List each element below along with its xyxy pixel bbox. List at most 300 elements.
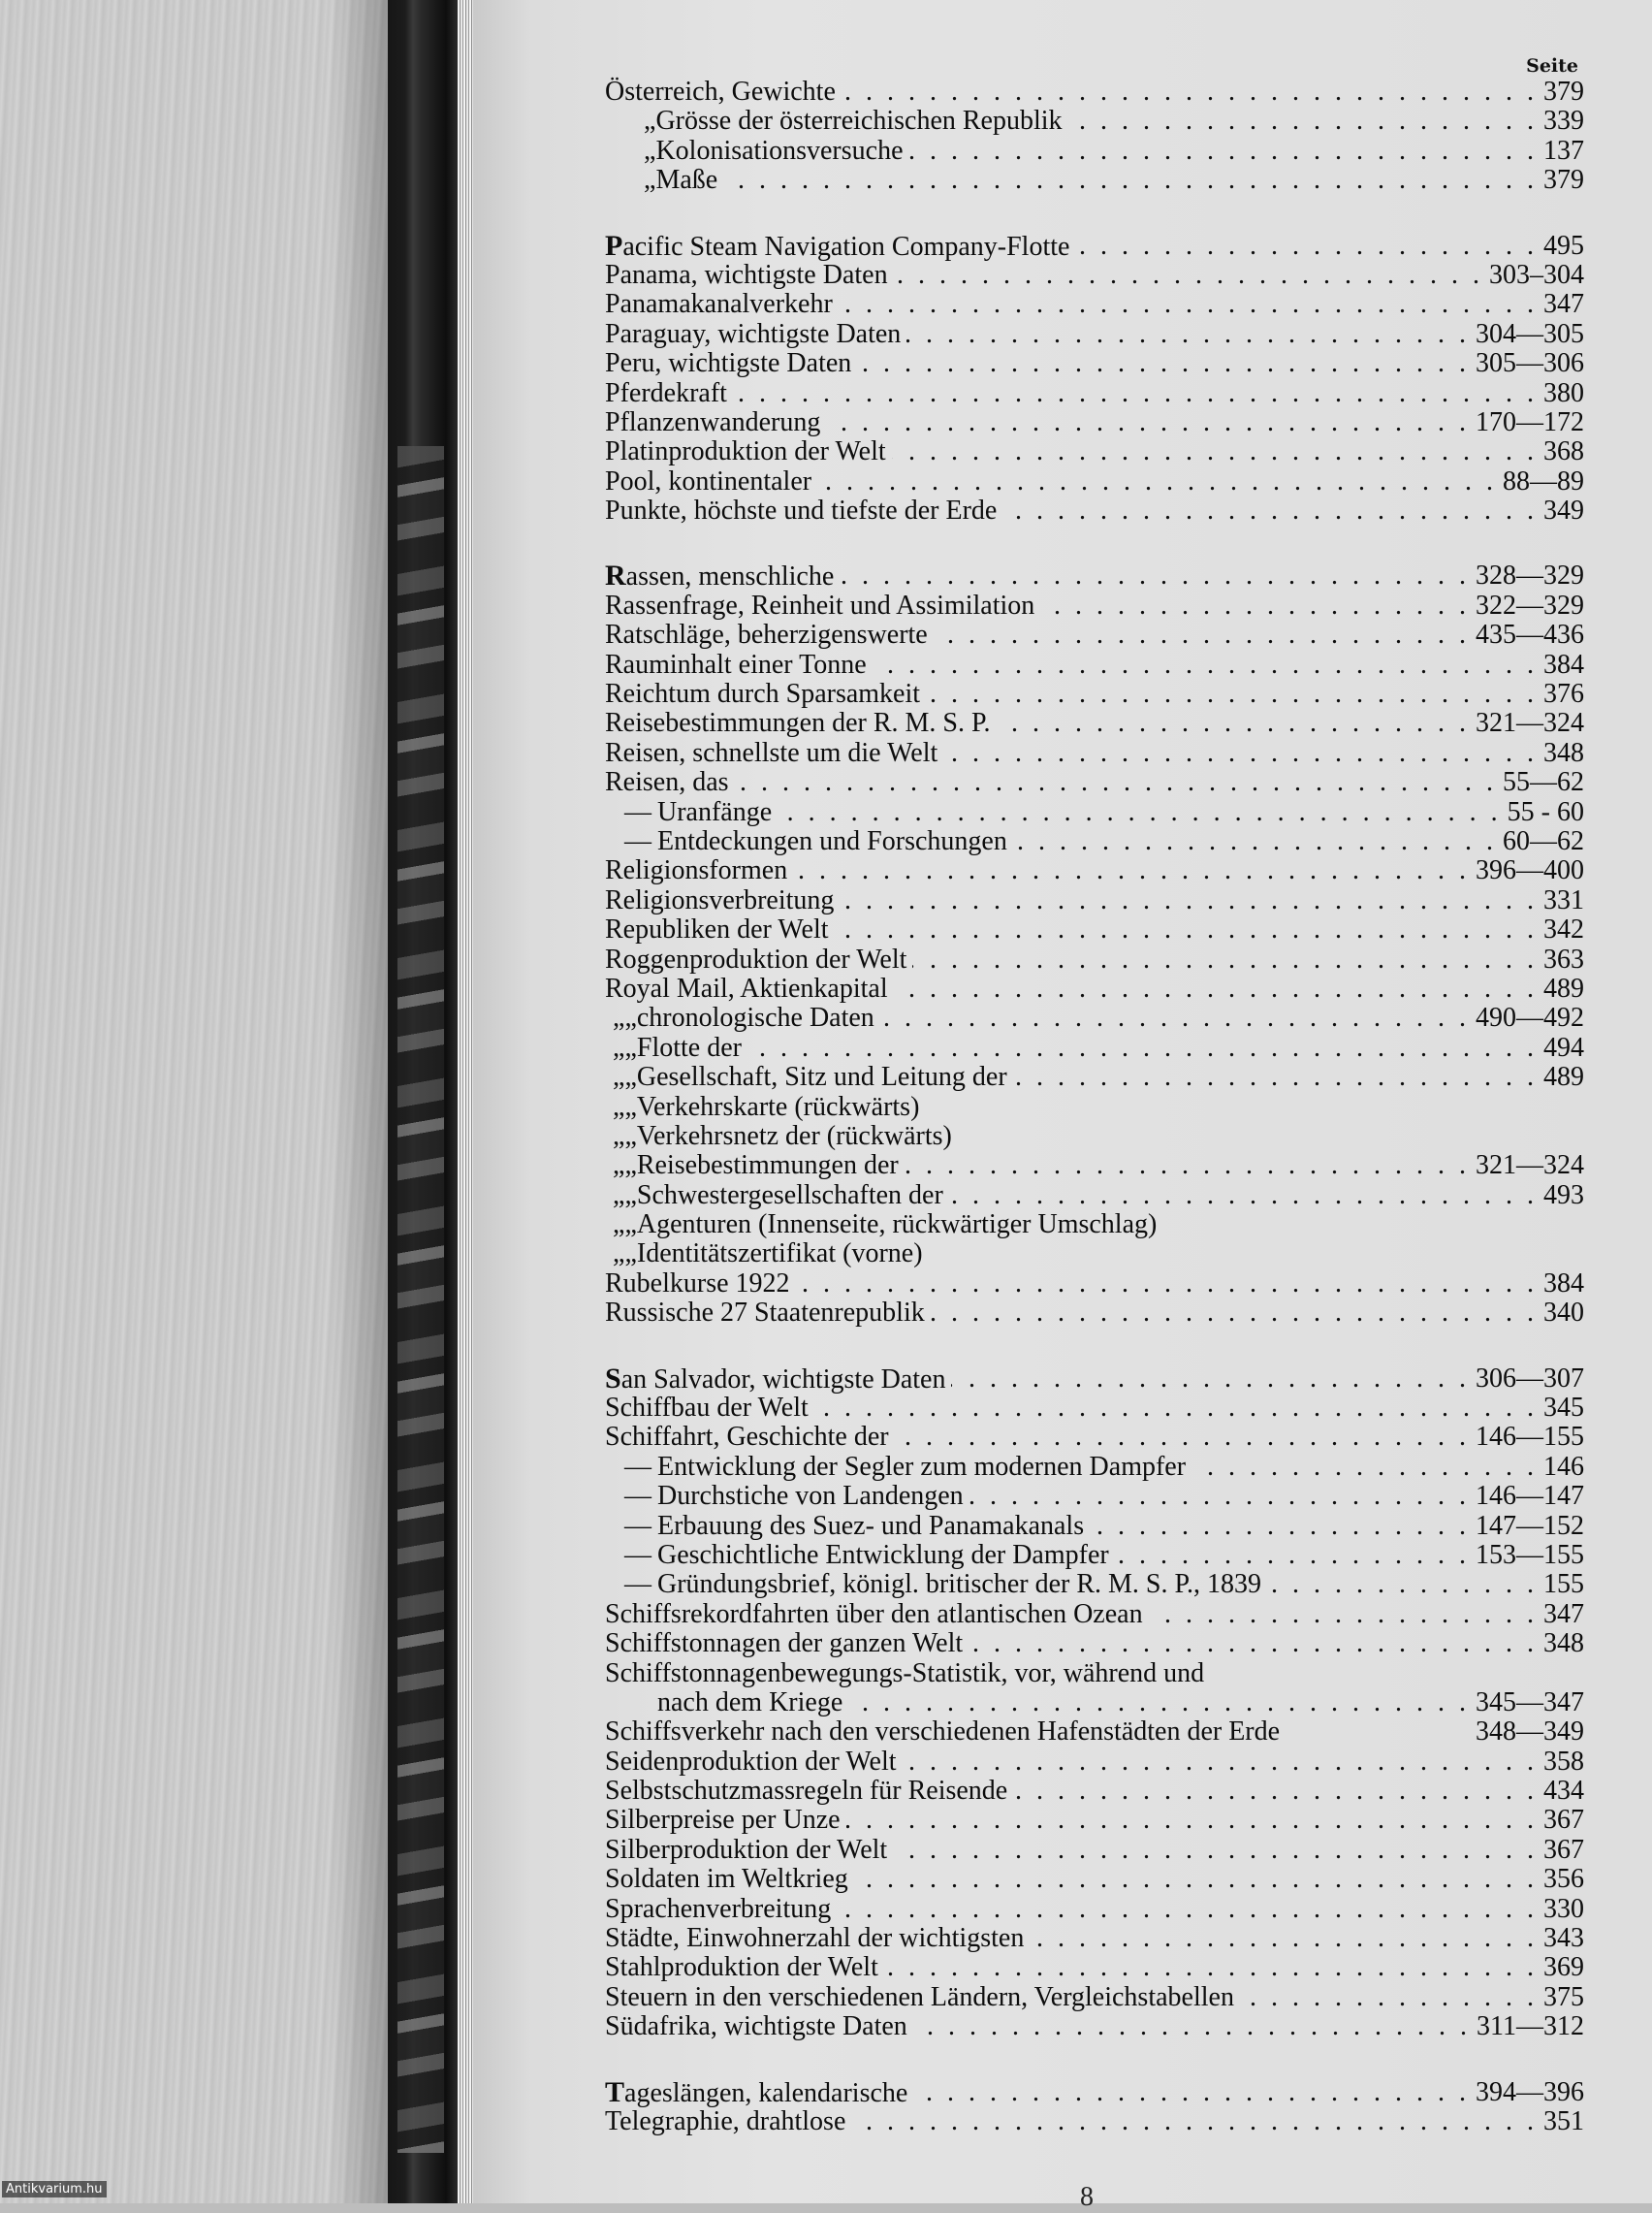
- entry-label: [605, 1865, 848, 1894]
- index-entry: [605, 1570, 1584, 1599]
- index-entry: [605, 886, 1584, 915]
- page-reference: 60—62: [1503, 825, 1584, 856]
- index-entry: [605, 1151, 1584, 1180]
- dot-leader: [1240, 1983, 1538, 2012]
- entry-text: Entdeckungen und Forschungen: [657, 825, 1007, 856]
- left-page: [0, 0, 388, 2203]
- dot-leader: [903, 1748, 1538, 1777]
- index-entries: [605, 78, 1584, 2136]
- index-entry: [605, 856, 1584, 885]
- entry-label: [605, 1210, 1157, 1239]
- entry-text: Panamakanalverkehr: [605, 289, 833, 320]
- page-reference: 363: [1543, 944, 1584, 975]
- entry-label: [605, 229, 1070, 262]
- page-reference: 369: [1543, 1952, 1584, 1983]
- index-entry: [605, 467, 1584, 497]
- dot-leader: [1115, 1541, 1470, 1570]
- index-entry: [605, 1983, 1584, 2012]
- entry-text: Republiken der Welt: [605, 914, 829, 946]
- dot-leader: [1013, 1063, 1538, 1092]
- index-entry: [605, 1239, 1584, 1268]
- page-reference: 396—400: [1476, 855, 1584, 886]
- entry-label: [605, 349, 851, 378]
- entry-text: Schiffbau der Welt: [605, 1393, 809, 1424]
- entry-label: [605, 1924, 1024, 1953]
- entry-label: [605, 1748, 897, 1777]
- entry-label: [605, 1034, 742, 1063]
- entry-text: Uranfänge: [657, 796, 773, 827]
- ditto-mark: „: [644, 135, 656, 166]
- entry-label: [605, 320, 901, 349]
- page-reference: 304—305: [1476, 318, 1584, 349]
- entry-label: [605, 1151, 899, 1180]
- entry-text: Identitätszertifikat (vorne): [636, 1238, 923, 1269]
- entry-label: [605, 1541, 1109, 1570]
- index-entry: [605, 1600, 1584, 1629]
- entry-text: Rassenfrage, Reinheit und Assimilation: [605, 590, 1035, 621]
- ditto-mark: „: [613, 1062, 625, 1093]
- entry-label: [605, 1299, 925, 1328]
- page-reference: 356: [1543, 1864, 1584, 1895]
- entry-text: Agenturen (Innenseite, rückwärtiger Umschlag): [636, 1209, 1158, 1240]
- dot-leader: [735, 768, 1497, 797]
- page-reference: 146—147: [1476, 1481, 1584, 1512]
- index-entry: [605, 1210, 1584, 1239]
- index-entry: [605, 1122, 1584, 1151]
- dot-leader: [842, 78, 1538, 107]
- page-number: 8: [1080, 2182, 1094, 2212]
- dot-leader: [723, 166, 1538, 195]
- dot-leader: [835, 915, 1538, 945]
- page-reference: 384: [1543, 1267, 1584, 1299]
- index-entry: [605, 229, 1584, 262]
- entry-label: [605, 739, 937, 768]
- page-reference: 367: [1543, 1834, 1584, 1865]
- dot-leader: [892, 437, 1538, 466]
- entry-text: Maße: [655, 165, 718, 196]
- entry-label: [605, 1453, 1186, 1482]
- dot-leader: [778, 798, 1502, 827]
- index-entry: [605, 651, 1584, 680]
- section-initial: S: [605, 1362, 621, 1395]
- index-entry: [605, 1512, 1584, 1541]
- dot-leader: [1040, 592, 1470, 621]
- index-entry: [605, 1269, 1584, 1299]
- entry-label: [605, 1122, 952, 1151]
- index-entry: [605, 497, 1584, 526]
- dot-leader: [1191, 1453, 1538, 1482]
- entry-label: [605, 379, 727, 408]
- entry-label: [605, 1482, 964, 1511]
- entry-text: Durchstiche von Landengen: [657, 1481, 964, 1512]
- page-reference: 358: [1543, 1746, 1584, 1777]
- page-reference: 490—492: [1476, 1003, 1584, 1034]
- page-edges: [458, 0, 473, 2203]
- entry-text: Religionsformen: [605, 855, 788, 886]
- entry-text: Platinproduktion der Welt: [605, 436, 886, 467]
- index-entry: [605, 1299, 1584, 1328]
- sub-entry-dash: —: [624, 825, 651, 856]
- page-reference: 339: [1543, 106, 1584, 137]
- index-entry: [605, 349, 1584, 378]
- entry-label: [605, 915, 829, 945]
- entry-label: [605, 1717, 1280, 1747]
- page-reference: 489: [1543, 1062, 1584, 1093]
- index-entry: [605, 1953, 1584, 1982]
- index-entry: [605, 827, 1584, 856]
- dot-leader: [840, 886, 1538, 915]
- entry-label: [605, 1983, 1234, 2012]
- index-entry: [605, 408, 1584, 437]
- entry-text: Verkehrskarte (rückwärts): [636, 1091, 920, 1122]
- entry-label: [605, 1629, 963, 1658]
- entry-label: [605, 592, 1034, 621]
- entry-label: [605, 946, 906, 975]
- entry-text: Roggenproduktion der Welt: [605, 944, 907, 975]
- entry-label: [605, 1004, 874, 1033]
- ditto-mark: „: [624, 1003, 637, 1034]
- index-entry: [605, 290, 1584, 319]
- entry-text: Südafrika, wichtigste Daten: [605, 2011, 907, 2042]
- index-entry: [605, 1004, 1584, 1033]
- index-entry: [605, 2107, 1584, 2136]
- page-reference: 348: [1543, 737, 1584, 768]
- dot-leader: [913, 2078, 1470, 2107]
- index-entry: [605, 798, 1584, 827]
- entry-text: Religionsverbreitung: [605, 884, 835, 915]
- entry-text: Silberproduktion der Welt: [605, 1834, 888, 1865]
- page-reference: 345: [1543, 1393, 1584, 1424]
- entry-label: [605, 1364, 945, 1394]
- dot-leader: [1030, 1924, 1538, 1953]
- page-reference: 489: [1543, 973, 1584, 1004]
- entry-text: Pferdekraft: [605, 377, 727, 408]
- dot-leader: [854, 1865, 1538, 1894]
- entry-label: [605, 1777, 1007, 1806]
- dot-leader: [1013, 827, 1497, 856]
- entry-text: Seidenproduktion der Welt: [605, 1746, 897, 1777]
- index-entry: [605, 379, 1584, 408]
- page-reference: 348: [1543, 1628, 1584, 1659]
- entry-label: [605, 137, 904, 166]
- dot-leader: [893, 1836, 1538, 1865]
- entry-label: [605, 709, 990, 738]
- ditto-mark: „: [613, 1003, 625, 1034]
- entry-label: [605, 768, 729, 797]
- page-reference: 88—89: [1503, 465, 1584, 497]
- page-reference: 367: [1543, 1805, 1584, 1836]
- entry-text: chronologische Daten: [636, 1003, 874, 1034]
- spine-marbling: [397, 446, 444, 2153]
- page-reference: 368: [1543, 436, 1584, 467]
- dot-leader: [873, 651, 1538, 680]
- page-reference: 170—172: [1476, 406, 1584, 437]
- entry-text: Rubelkurse 1922: [605, 1267, 790, 1299]
- dot-leader: [912, 946, 1538, 975]
- page-reference: 347: [1543, 289, 1584, 320]
- dot-leader: [814, 1394, 1538, 1423]
- entry-text: Gesellschaft, Sitz und Leitung der: [636, 1062, 1007, 1093]
- dot-leader: [848, 1688, 1470, 1717]
- page-reference: 348—349: [1476, 1716, 1584, 1748]
- index-entry: [605, 1777, 1584, 1806]
- entry-text: acific Steam Navigation Company-Flotte: [622, 231, 1070, 262]
- ditto-mark: „: [613, 1120, 625, 1151]
- page-reference: 343: [1543, 1923, 1584, 1954]
- index-entry: [605, 1895, 1584, 1924]
- page-reference: 321—324: [1476, 708, 1584, 739]
- section-initial: P: [605, 229, 623, 262]
- entry-text: ageslängen, kalendarische: [624, 2077, 908, 2108]
- index-entry: [605, 2075, 1584, 2108]
- entry-text: nach dem Kriege: [657, 1686, 843, 1717]
- page-reference: 137: [1543, 135, 1584, 166]
- entry-text: Selbstschutzmassregeln für Reisende: [605, 1776, 1008, 1807]
- entry-text: Soldaten im Weltkrieg: [605, 1864, 848, 1895]
- dot-leader: [969, 1482, 1470, 1511]
- page-reference: 375: [1543, 1981, 1584, 2012]
- entry-text: Österreich, Gewichte: [605, 77, 836, 107]
- index-entry: [605, 1541, 1584, 1570]
- entry-text: Paraguay, wichtigste Daten: [605, 318, 902, 349]
- entry-label: [605, 1423, 889, 1452]
- index-entry: [605, 1453, 1584, 1482]
- dot-leader: [905, 1151, 1470, 1180]
- dot-leader: [926, 680, 1538, 709]
- dot-leader: [931, 1299, 1538, 1328]
- sub-entry-dash: —: [624, 1481, 651, 1512]
- index-entry: [605, 1394, 1584, 1423]
- ditto-mark: „: [624, 1150, 637, 1181]
- dot-leader: [934, 621, 1470, 650]
- section-gap: [605, 196, 1584, 232]
- page-reference: 435—436: [1476, 620, 1584, 651]
- index-list: [605, 54, 1584, 2136]
- entry-label: [605, 497, 997, 526]
- index-entry: [605, 946, 1584, 975]
- index-entry: [605, 680, 1584, 709]
- entry-label: [605, 2075, 908, 2108]
- entry-text: Royal Mail, Aktienkapital: [605, 973, 888, 1004]
- dot-leader: [895, 1423, 1470, 1452]
- entry-label: [605, 621, 928, 650]
- entry-text: Städte, Einwohnerzahl der wichtigsten: [605, 1923, 1025, 1954]
- entry-label: [605, 1895, 831, 1924]
- page-reference: 379: [1543, 77, 1584, 107]
- entry-text: Schiffahrt, Geschichte der: [605, 1422, 889, 1453]
- dot-leader: [733, 379, 1538, 408]
- ditto-mark: „: [613, 1179, 625, 1210]
- entry-text: Schiffsrekordfahrten über den atlantischen Ozean: [605, 1598, 1143, 1629]
- page-reference: 376: [1543, 679, 1584, 710]
- index-entry: [605, 709, 1584, 738]
- entry-label: [605, 1659, 1204, 1688]
- ditto-mark: „: [613, 1209, 625, 1240]
- entry-text: Reisebestimmungen der R. M. S. P.: [605, 708, 991, 739]
- page-reference: 434: [1543, 1776, 1584, 1807]
- entry-text: Reisen, schnellste um die Welt: [605, 737, 938, 768]
- page-reference: 55 - 60: [1507, 796, 1584, 827]
- dot-leader: [951, 1364, 1470, 1394]
- page-reference: 146—155: [1476, 1422, 1584, 1453]
- dot-leader: [894, 975, 1538, 1004]
- index-entry: [605, 739, 1584, 768]
- page-reference: 384: [1543, 649, 1584, 680]
- dot-leader: [857, 349, 1470, 378]
- page-reference: 311—312: [1477, 2011, 1584, 2042]
- page-reference: 146: [1543, 1451, 1584, 1482]
- dot-leader: [884, 1953, 1538, 1982]
- dot-leader: [913, 2012, 1471, 2041]
- dot-leader: [1267, 1570, 1538, 1599]
- index-entry: [605, 915, 1584, 945]
- section-gap: [605, 2042, 1584, 2078]
- entry-label: [605, 1688, 842, 1717]
- entry-label: [605, 975, 888, 1004]
- entry-label: [605, 798, 772, 827]
- entry-text: Schiffsverkehr nach den verschiedenen Hafenstädten der Erde: [605, 1716, 1281, 1748]
- entry-text: Panama, wichtigste Daten: [605, 259, 888, 290]
- page-reference: 347: [1543, 1598, 1584, 1629]
- entry-label: [605, 437, 886, 466]
- sub-entry-dash: —: [624, 1569, 651, 1600]
- page-reference: 342: [1543, 914, 1584, 946]
- index-entry: [605, 261, 1584, 290]
- entry-label: [605, 1394, 809, 1423]
- page-reference: 345—347: [1476, 1686, 1584, 1717]
- page-reference: 330: [1543, 1893, 1584, 1924]
- index-entry: [605, 1063, 1584, 1092]
- entry-text: Silberpreise per Unze: [605, 1805, 841, 1836]
- entry-label: [605, 1093, 919, 1122]
- ditto-mark: „: [624, 1179, 637, 1210]
- page-reference: 305—306: [1476, 348, 1584, 379]
- entry-label: [605, 680, 920, 709]
- entry-text: Flotte der: [636, 1032, 742, 1063]
- entry-text: Grösse der österreichischen Republik: [655, 106, 1063, 137]
- dot-leader: [949, 1181, 1538, 1210]
- page-reference: 340: [1543, 1298, 1584, 1329]
- entry-label: [605, 107, 1063, 136]
- entry-text: Stahlproduktion der Welt: [605, 1952, 878, 1983]
- entry-text: Verkehrsnetz der (rückwärts): [636, 1120, 952, 1151]
- entry-text: Schiffstonnagenbewegungs-Statistik, vor, während und: [605, 1657, 1205, 1688]
- section-gap: [605, 526, 1584, 561]
- entry-label: [605, 78, 836, 107]
- ditto-mark: „: [613, 1150, 625, 1181]
- section-initial: R: [605, 560, 626, 593]
- page-reference: 493: [1543, 1179, 1584, 1210]
- entry-text: Rauminhalt einer Tonne: [605, 649, 867, 680]
- dot-leader: [909, 137, 1539, 166]
- page-reference: 394—396: [1476, 2076, 1584, 2107]
- entry-text: Schiffstonnagen der ganzen Welt: [605, 1628, 964, 1659]
- page-reference: 322—329: [1476, 590, 1584, 621]
- page-reference: 321—324: [1476, 1150, 1584, 1181]
- index-entry: [605, 1924, 1584, 1953]
- entry-label: [605, 1512, 1084, 1541]
- page-reference: 155: [1543, 1569, 1584, 1600]
- index-entry: [605, 621, 1584, 650]
- entry-text: Peru, wichtigste Daten: [605, 348, 852, 379]
- index-entry: [605, 1482, 1584, 1511]
- index-entry: [605, 1748, 1584, 1777]
- entry-label: [605, 1239, 923, 1268]
- index-entry: [605, 320, 1584, 349]
- entry-label: [605, 651, 867, 680]
- dot-leader: [796, 1269, 1538, 1299]
- dot-leader: [969, 1629, 1538, 1658]
- dot-leader: [851, 2107, 1538, 2136]
- dot-leader: [837, 1895, 1538, 1924]
- index-entry: [605, 1034, 1584, 1063]
- entry-text: Geschichtliche Entwicklung der Dampfer: [657, 1539, 1109, 1570]
- index-entry: [605, 1364, 1584, 1394]
- entry-label: [605, 561, 834, 591]
- entry-label: [605, 290, 833, 319]
- page-reference: 380: [1543, 377, 1584, 408]
- sub-entry-dash: —: [624, 1510, 651, 1541]
- entry-label: [605, 1063, 1007, 1092]
- entry-text: Reichtum durch Sparsamkeit: [605, 679, 921, 710]
- ditto-mark: „: [613, 1032, 625, 1063]
- index-entry: [605, 1717, 1584, 1747]
- watermark: Antikvarium.hu: [2, 2181, 107, 2197]
- ditto-mark: „: [644, 106, 656, 137]
- index-entry: [605, 1806, 1584, 1835]
- ditto-mark: „: [624, 1238, 637, 1269]
- page-reference: 153—155: [1476, 1539, 1584, 1570]
- entry-label: [605, 1806, 841, 1835]
- page-reference: 351: [1543, 2106, 1584, 2136]
- dot-leader: [747, 1034, 1538, 1063]
- entry-text: Telegraphie, drahtlose: [605, 2106, 846, 2136]
- index-entry: [605, 1181, 1584, 1210]
- entry-text: Reisen, das: [605, 767, 729, 798]
- entry-label: [605, 1953, 878, 1982]
- entry-label: [605, 827, 1007, 856]
- page-reference: 331: [1543, 884, 1584, 915]
- section-gap: [605, 1329, 1584, 1364]
- entry-text: Kolonisationsversuche: [655, 135, 904, 166]
- index-entry: [605, 768, 1584, 797]
- sub-entry-dash: —: [624, 1539, 651, 1570]
- entry-text: Sprachenverbreitung: [605, 1893, 832, 1924]
- page-reference: 147—152: [1476, 1510, 1584, 1541]
- entry-label: [605, 1181, 943, 1210]
- index-entry: [605, 1423, 1584, 1452]
- page-reference: 303–304: [1489, 259, 1584, 290]
- page-reference: 349: [1543, 496, 1584, 527]
- entry-label: [605, 261, 888, 290]
- dot-leader: [1075, 232, 1538, 261]
- dot-leader: [1090, 1512, 1470, 1541]
- index-entry: [605, 166, 1584, 195]
- ditto-mark: „: [624, 1091, 637, 1122]
- seite-column-header: Seite: [1526, 55, 1578, 77]
- dot-leader: [1002, 497, 1538, 526]
- ditto-mark: „: [613, 1091, 625, 1122]
- section-initial: T: [605, 2075, 625, 2108]
- page-reference: 379: [1543, 165, 1584, 196]
- entry-label: [605, 1836, 887, 1865]
- dot-leader: [943, 739, 1538, 768]
- entry-text: Entwicklung der Segler zum modernen Dampfer: [657, 1451, 1187, 1482]
- index-entry: [605, 1865, 1584, 1894]
- entry-text: Ratschläge, beherzigenswerte: [605, 620, 928, 651]
- entry-label: [605, 166, 717, 195]
- dot-leader: [846, 1806, 1538, 1835]
